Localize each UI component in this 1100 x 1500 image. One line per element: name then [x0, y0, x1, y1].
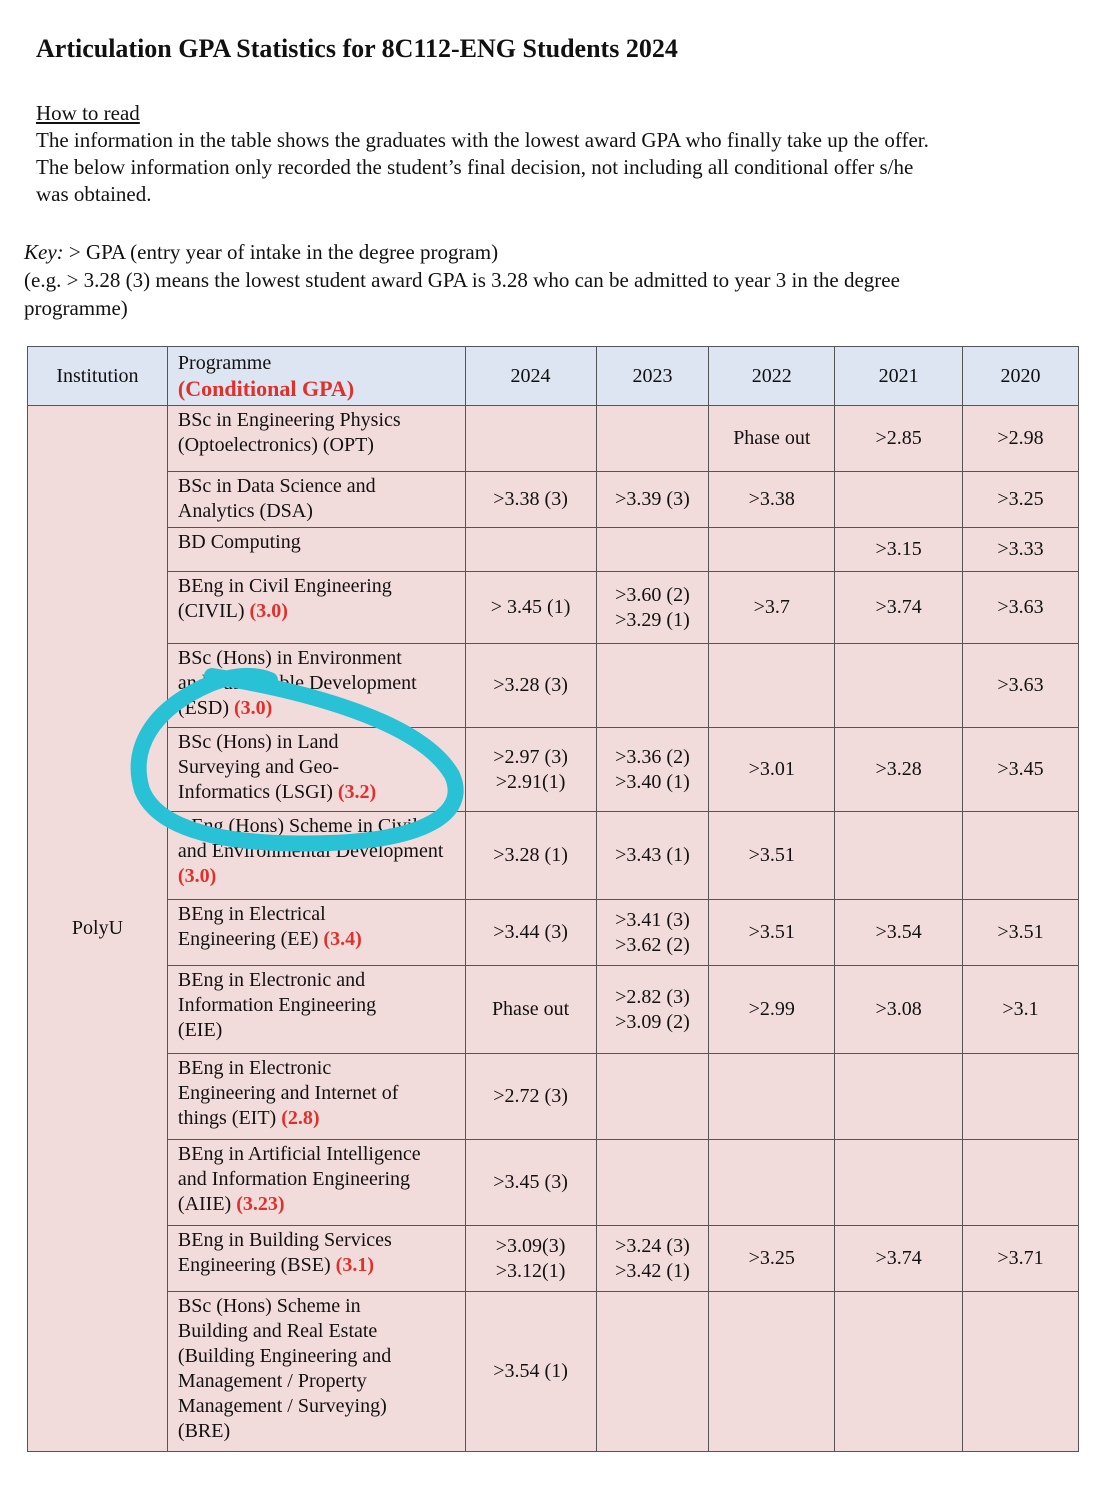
- programme-name-line: BSc in Engineering Physics: [177, 409, 401, 431]
- gpa-value: >3.25: [748, 1247, 795, 1269]
- gpa-value-cell: [963, 1054, 1079, 1140]
- gpa-value-cell: [465, 1292, 596, 1452]
- gpa-value: Phase out: [733, 427, 811, 449]
- gpa-value-cell: [465, 900, 596, 966]
- gpa-value-cell: [963, 472, 1079, 528]
- programme-name-line: BEng in Electronic and: [177, 969, 366, 991]
- gpa-value: >3.51: [748, 844, 795, 866]
- gpa-value-cell: [963, 966, 1079, 1054]
- programme-cell: [167, 1292, 465, 1452]
- how-to-read-line: was obtained.: [36, 182, 152, 206]
- programme-name-line: BSc (Hons) in Land: [177, 731, 339, 753]
- gpa-value-cell: [835, 1054, 963, 1140]
- gpa-value-cell: [709, 966, 835, 1054]
- key-label: Key:: [24, 240, 64, 264]
- header-conditional-gpa: (Conditional GPA): [177, 376, 355, 401]
- gpa-value-cell: [963, 728, 1079, 812]
- gpa-value-cell: [596, 966, 709, 1054]
- table-row: [28, 966, 1079, 1054]
- gpa-value-cell: [709, 1292, 835, 1452]
- programme-name-text: things (EIT): [177, 1107, 277, 1129]
- gpa-value: >3.38: [748, 488, 795, 510]
- gpa-value-cell: [465, 966, 596, 1054]
- gpa-value-cell: [835, 812, 963, 900]
- gpa-value: >3.39 (3): [615, 488, 690, 510]
- gpa-value-cell: [709, 812, 835, 900]
- gpa-value: >3.45 (3): [493, 1171, 568, 1193]
- gpa-value-cell: [596, 406, 709, 472]
- gpa-value-cell: [465, 1226, 596, 1292]
- programme-name-text: Engineering (BSE): [177, 1254, 331, 1276]
- gpa-value-cell: [596, 1140, 709, 1226]
- gpa-value-cell: [465, 644, 596, 728]
- gpa-value-cell: [835, 528, 963, 572]
- gpa-value: >3.7: [753, 596, 790, 618]
- gpa-value: >3.44 (3): [493, 921, 568, 943]
- table-row: [28, 644, 1079, 728]
- programme-name-text: (AIIE): [177, 1193, 232, 1215]
- gpa-value-cell: [709, 528, 835, 572]
- programme-name-line: Surveying and Geo-: [177, 756, 339, 778]
- how-to-read-line: The information in the table shows the graduates with the lowest award GPA who finally take up the offer.: [36, 128, 929, 152]
- header-programme-label: Programme: [177, 352, 272, 374]
- gpa-value-cell: [596, 812, 709, 900]
- key-section: [24, 238, 1084, 322]
- gpa-value: >3.38 (3): [493, 488, 568, 510]
- header-row: [28, 347, 1079, 406]
- conditional-gpa: (3.2): [337, 781, 377, 803]
- gpa-value: >3.28: [875, 758, 922, 780]
- programme-name-line: and Environmental Development: [177, 840, 444, 862]
- how-to-read-heading: How to read: [36, 101, 140, 125]
- gpa-value: >3.62 (2): [615, 933, 690, 956]
- how-to-read-line: The below information only recorded the student’s final decision, not including all conditional offer s/he: [36, 155, 914, 179]
- programme-name-line: Engineering and Internet of: [177, 1082, 399, 1104]
- gpa-value-cell: [465, 472, 596, 528]
- programme-name-line: BEng (Hons) Scheme in Civil: [177, 815, 418, 837]
- gpa-value-cell: [709, 1226, 835, 1292]
- header-year: 2020: [963, 347, 1079, 406]
- gpa-value: >3.63: [997, 674, 1044, 696]
- gpa-value: >2.98: [997, 427, 1044, 449]
- programme-name-line: BEng in Artificial Intelligence: [177, 1143, 421, 1165]
- gpa-value-cell: [963, 572, 1079, 644]
- gpa-value: >2.82 (3): [615, 985, 690, 1008]
- gpa-value-cell: [596, 572, 709, 644]
- gpa-value-cell: [835, 728, 963, 812]
- gpa-value: >3.28 (1): [493, 844, 568, 866]
- gpa-value: >3.09 (2): [615, 1010, 690, 1033]
- gpa-value: >3.24 (3): [615, 1234, 690, 1257]
- table-row: [28, 528, 1079, 572]
- conditional-gpa: (3.1): [335, 1254, 374, 1276]
- programme-name-line: [178, 696, 459, 721]
- key-line-2: (e.g. > 3.28 (3) means the lowest student award GPA is 3.28 who can be admitted to year 3 in the degree: [24, 268, 900, 292]
- gpa-value-cell: [709, 1054, 835, 1140]
- programme-name-line: BEng in Electronic: [177, 1057, 332, 1079]
- programme-name-line: [178, 599, 459, 624]
- gpa-value: >3.60 (2): [615, 583, 690, 606]
- gpa-value: >3.28 (3): [493, 674, 568, 696]
- programme-name-line: (EIE): [177, 1019, 223, 1041]
- gpa-value: >3.33: [997, 538, 1044, 560]
- gpa-value-cell: [835, 1292, 963, 1452]
- table-row: [28, 472, 1079, 528]
- gpa-value: >3.29 (1): [615, 608, 690, 631]
- gpa-value-cell: [596, 644, 709, 728]
- table-row: [28, 572, 1079, 644]
- programme-name-line: [178, 1106, 459, 1131]
- gpa-value-cell: [465, 812, 596, 900]
- gpa-value-cell: [709, 472, 835, 528]
- gpa-value: >2.91(1): [495, 770, 566, 793]
- gpa-value-cell: [709, 406, 835, 472]
- key-description: > GPA (entry year of intake in the degree program): [63, 240, 499, 264]
- gpa-value-cell: [709, 644, 835, 728]
- programme-cell: [167, 406, 465, 472]
- gpa-value: >3.08: [875, 998, 922, 1020]
- programme-cell: [167, 1226, 465, 1292]
- gpa-value-cell: [709, 900, 835, 966]
- gpa-value-cell: [596, 728, 709, 812]
- programme-cell: [167, 1054, 465, 1140]
- gpa-value: >3.41 (3): [615, 908, 690, 931]
- gpa-value-cell: [465, 1054, 596, 1140]
- gpa-value-cell: [963, 900, 1079, 966]
- programme-name-text: Informatics (LSGI): [177, 781, 333, 803]
- programme-name-text: (CIVIL): [177, 600, 245, 622]
- programme-name-line: BSc in Data Science and: [177, 475, 376, 497]
- gpa-value: >3.40 (1): [615, 770, 690, 793]
- programme-name-line: BSc (Hons) Scheme in: [177, 1295, 361, 1317]
- header-institution: Institution: [28, 347, 168, 406]
- gpa-value: >3.12(1): [495, 1259, 566, 1282]
- gpa-value-cell: [465, 572, 596, 644]
- institution-cell: PolyU: [28, 406, 168, 1452]
- gpa-value: >3.45: [997, 758, 1044, 780]
- gpa-value-cell: [835, 1140, 963, 1226]
- gpa-value-cell: [709, 728, 835, 812]
- programme-name-line: BSc (Hons) in Environment: [177, 647, 402, 669]
- programme-name-line: (BRE): [177, 1420, 231, 1442]
- gpa-value: >3.15: [875, 538, 922, 560]
- gpa-value: >3.09(3): [495, 1234, 566, 1257]
- gpa-value-cell: [835, 472, 963, 528]
- programme-name-line: Management / Property: [177, 1370, 367, 1392]
- programme-cell: [167, 966, 465, 1054]
- gpa-value: >2.97 (3): [493, 745, 568, 768]
- gpa-value-cell: [963, 812, 1079, 900]
- programme-cell: [167, 900, 465, 966]
- gpa-value: >2.72 (3): [493, 1085, 568, 1107]
- programme-cell: [167, 528, 465, 572]
- gpa-value: > 3.45 (1): [490, 596, 571, 618]
- programme-name-line: Information Engineering: [177, 994, 377, 1016]
- programme-cell: [167, 1140, 465, 1226]
- header-year: 2024: [465, 347, 596, 406]
- gpa-value: >3.63: [997, 596, 1044, 618]
- gpa-value-cell: [465, 728, 596, 812]
- table-row: [28, 812, 1079, 900]
- gpa-value-cell: [596, 528, 709, 572]
- gpa-value-cell: [596, 1054, 709, 1140]
- gpa-value-cell: [835, 644, 963, 728]
- how-to-read-section: [36, 100, 1076, 208]
- table-row: [28, 1054, 1079, 1140]
- gpa-value: >3.74: [875, 1247, 922, 1269]
- conditional-gpa: (3.0): [249, 600, 288, 622]
- gpa-value: >3.54 (1): [493, 1360, 568, 1382]
- gpa-value-cell: [835, 966, 963, 1054]
- table-row: [28, 406, 1079, 472]
- gpa-value-cell: [835, 406, 963, 472]
- programme-name-line: and Information Engineering: [177, 1168, 411, 1190]
- gpa-value: >3.54: [875, 921, 922, 943]
- gpa-value: >3.36 (2): [615, 745, 690, 768]
- header-year: 2023: [596, 347, 709, 406]
- gpa-statistics-table: [27, 346, 1079, 1452]
- gpa-value-cell: [963, 1140, 1079, 1226]
- table-row: [28, 900, 1079, 966]
- programme-name-line: BEng in Electrical: [177, 903, 326, 925]
- gpa-value: >3.25: [997, 488, 1044, 510]
- gpa-value-cell: [963, 644, 1079, 728]
- programme-name-line: (Optoelectronics) (OPT): [177, 434, 374, 456]
- gpa-value: >2.85: [875, 427, 922, 449]
- gpa-value: >3.42 (1): [615, 1259, 690, 1282]
- conditional-gpa: (3.0): [177, 865, 217, 887]
- gpa-value: >3.74: [875, 596, 922, 618]
- header-year: 2021: [835, 347, 963, 406]
- gpa-value-cell: [465, 1140, 596, 1226]
- programme-name-line: BD Computing: [177, 531, 301, 553]
- gpa-value-cell: [963, 1292, 1079, 1452]
- gpa-value: >3.51: [748, 921, 795, 943]
- programme-cell: [167, 644, 465, 728]
- gpa-value: >3.71: [997, 1247, 1044, 1269]
- gpa-value-cell: [835, 572, 963, 644]
- gpa-value-cell: [465, 406, 596, 472]
- programme-name-line: Building and Real Estate: [177, 1320, 378, 1342]
- programme-name-line: (Building Engineering and: [177, 1345, 392, 1367]
- conditional-gpa: (3.23): [236, 1193, 285, 1215]
- programme-name-line: and Sustainable Development: [177, 672, 417, 694]
- conditional-gpa: (3.4): [323, 928, 362, 950]
- table-row: [28, 1140, 1079, 1226]
- gpa-value-cell: [465, 528, 596, 572]
- gpa-value-cell: [835, 1226, 963, 1292]
- programme-name-line: Analytics (DSA): [177, 500, 313, 522]
- programme-name-text: (ESD): [177, 697, 230, 719]
- gpa-value: >2.99: [748, 998, 795, 1020]
- key-line-1: [24, 238, 1084, 266]
- gpa-value-cell: [596, 900, 709, 966]
- programme-name-line: BEng in Building Services: [177, 1229, 392, 1251]
- gpa-value-cell: [596, 472, 709, 528]
- gpa-value: >3.1: [1002, 998, 1039, 1020]
- programme-cell: [167, 728, 465, 812]
- table-row: [28, 1292, 1079, 1452]
- header-year: 2022: [709, 347, 835, 406]
- programme-name-line: Management / Surveying): [177, 1395, 387, 1417]
- gpa-value-cell: [963, 406, 1079, 472]
- conditional-gpa: (3.0): [234, 697, 273, 719]
- programme-name-line: BEng in Civil Engineering: [177, 575, 392, 597]
- programme-cell: [167, 572, 465, 644]
- gpa-value: Phase out: [491, 998, 570, 1020]
- page-title: Articulation GPA Statistics for 8C112-ENG Students 2024: [36, 34, 678, 63]
- programme-cell: [167, 472, 465, 528]
- key-line-3: programme): [24, 296, 128, 320]
- gpa-value: >3.43 (1): [615, 844, 690, 866]
- programme-name-line: [178, 1192, 459, 1217]
- gpa-value-cell: [709, 572, 835, 644]
- programme-name-text: Engineering (EE): [177, 928, 319, 950]
- programme-name-line: [178, 1253, 459, 1278]
- table-row: [28, 1226, 1079, 1292]
- table-row: [28, 728, 1079, 812]
- gpa-value-cell: [596, 1226, 709, 1292]
- gpa-value-cell: [709, 1140, 835, 1226]
- gpa-value-cell: [963, 528, 1079, 572]
- header-programme: [167, 347, 465, 406]
- table-body: [28, 406, 1079, 1452]
- programme-cell: [167, 812, 465, 900]
- programme-name-line: [178, 927, 459, 952]
- gpa-value-cell: [835, 900, 963, 966]
- gpa-value-cell: [963, 1226, 1079, 1292]
- conditional-gpa: (2.8): [281, 1107, 320, 1129]
- gpa-value: >3.51: [997, 921, 1044, 943]
- gpa-value-cell: [596, 1292, 709, 1452]
- gpa-value: >3.01: [748, 758, 795, 780]
- programme-name-line: [178, 780, 459, 805]
